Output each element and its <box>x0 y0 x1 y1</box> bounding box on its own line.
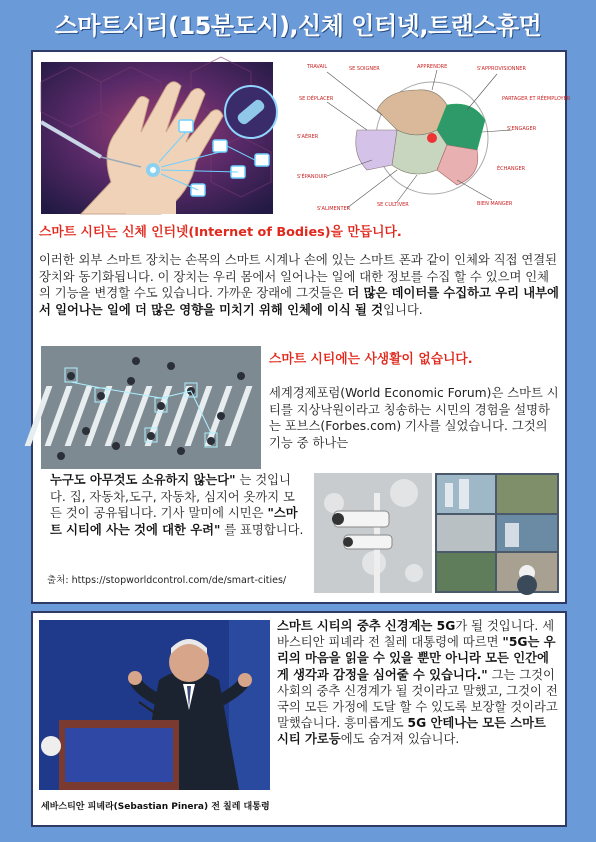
section3-body <box>277 618 559 748</box>
svg-text:S'ENGAGER: S'ENGAGER <box>507 126 537 132</box>
smart-city-grid-image <box>435 473 559 593</box>
svg-text:SE DÉPLACER: SE DÉPLACER <box>299 96 334 102</box>
section2-quote: 누구도 아무것도 소유하지 않는다" <box>50 473 236 487</box>
svg-text:S'AÉRER: S'AÉRER <box>297 134 319 140</box>
section1-body <box>39 252 559 318</box>
svg-text:ÉCHANGER: ÉCHANGER <box>497 166 526 172</box>
section1-heading: 스마트 시티는 신체 인터넷(Internet of Bodies)을 만듭니다. <box>39 225 402 240</box>
svg-text:SE SOIGNER: SE SOIGNER <box>349 66 380 72</box>
section1-end: 입니다. <box>383 302 423 317</box>
section3-bold2: "5G는 우리의 마음을 읽을 수 있을 뿐만 아니라 모든 인간에게 생각과 감정을 심어줄 수 있습니다." <box>277 635 556 682</box>
source-citation: 출처: https://stopworldcontrol.com/de/smart-cities/ <box>47 575 287 586</box>
svg-text:TRAVAIL: TRAVAIL <box>307 64 328 70</box>
section2-heading: 스마트 시티에는 사생활이 없습니다. <box>269 352 473 367</box>
section2-para2 <box>50 472 305 538</box>
iob-hand-image <box>41 62 273 214</box>
svg-text:PARTAGER ET RÉEMPLOYER: PARTAGER ET RÉEMPLOYER <box>502 96 571 102</box>
svg-text:S'ALIMENTER: S'ALIMENTER <box>317 206 351 212</box>
svg-text:APPRENDRE: APPRENDRE <box>417 64 448 70</box>
section2-quote2: "스마트 시티에 사는 것에 대한 우려" <box>50 506 298 537</box>
pinera-photo <box>39 620 270 790</box>
section1-bold: 더 많은 데이터를 수집하고 우리 내부에서 일어나는 일에 더 많은 영향을 미치기 위해 인체에 이식 될 것 <box>39 286 559 317</box>
crowd-surveillance-image <box>41 346 261 469</box>
section3-text3: 에도 숨겨져 있습니다. <box>340 732 460 747</box>
surveillance-camera-image <box>314 473 432 593</box>
top-panel <box>31 50 571 604</box>
section3-text1: 가 될 것입니다. 세바스티안 피녜라 전 칠레 대통령에 따르면 <box>277 619 555 650</box>
bottom-panel <box>31 611 567 827</box>
section3-bold3: 5G 안테나는 모든 스마트 시티 가로등 <box>277 716 546 747</box>
svg-text:BIEN MANGER: BIEN MANGER <box>477 201 513 207</box>
section1-text: 이러한 외부 스마트 장치는 손목의 스마트 시계나 손에 있는 스마트 폰과 같이 인체와 직접 연결된 장치와 동기화됩니다. 이 장치는 우리 몸에서 일어나는 일에 대한 정보를 수집 할 수 있으며 인체의 기능을 변경할 수도 있습니다. 가까운 장래에 그것들은 <box>39 253 557 300</box>
photo-caption: 세바스티안 피녜라(Sebastian Pinera) 전 칠레 대통령 <box>41 802 270 812</box>
svg-text:S'APPROVISIONNER: S'APPROVISIONNER <box>477 66 526 72</box>
svg-text:S'ÉPANOUIR: S'ÉPANOUIR <box>297 174 328 180</box>
section2-end: 를 표명합니다. <box>220 522 304 537</box>
page-title: 스마트시티(15분도시),신체 인터넷,트랜스휴먼 <box>54 12 542 40</box>
svg-text:SE CULTIVER: SE CULTIVER <box>377 202 409 208</box>
section3-bold1: 스마트 시티의 중추 신경계는 5G <box>277 619 456 633</box>
section2-text: 는 것입니다. 집, 자동차,도구, 자동차, 심지어 옷까지 모든 것이 공유됩니다. 기사 말미에 시민은 <box>50 473 295 520</box>
section3-text2: 그는 그것이 사회의 중추 신경계가 될 것이라고 말했고, 그것이 전국의 모든 가정에 도달 할 수 있도록 보장할 것이라고 말했습니다. 흥미롭게도 <box>277 667 558 731</box>
section2-para1: 세계경제포럼(World Economic Forum)은 스마트 시티를 지상낙원이라고 칭송하는 시민의 경험을 설명하는 포브스(Forbes.com) 기사를 실었습니다. 그것의 기능 중 하나는 <box>269 386 559 450</box>
15-minute-city-map <box>297 60 571 218</box>
